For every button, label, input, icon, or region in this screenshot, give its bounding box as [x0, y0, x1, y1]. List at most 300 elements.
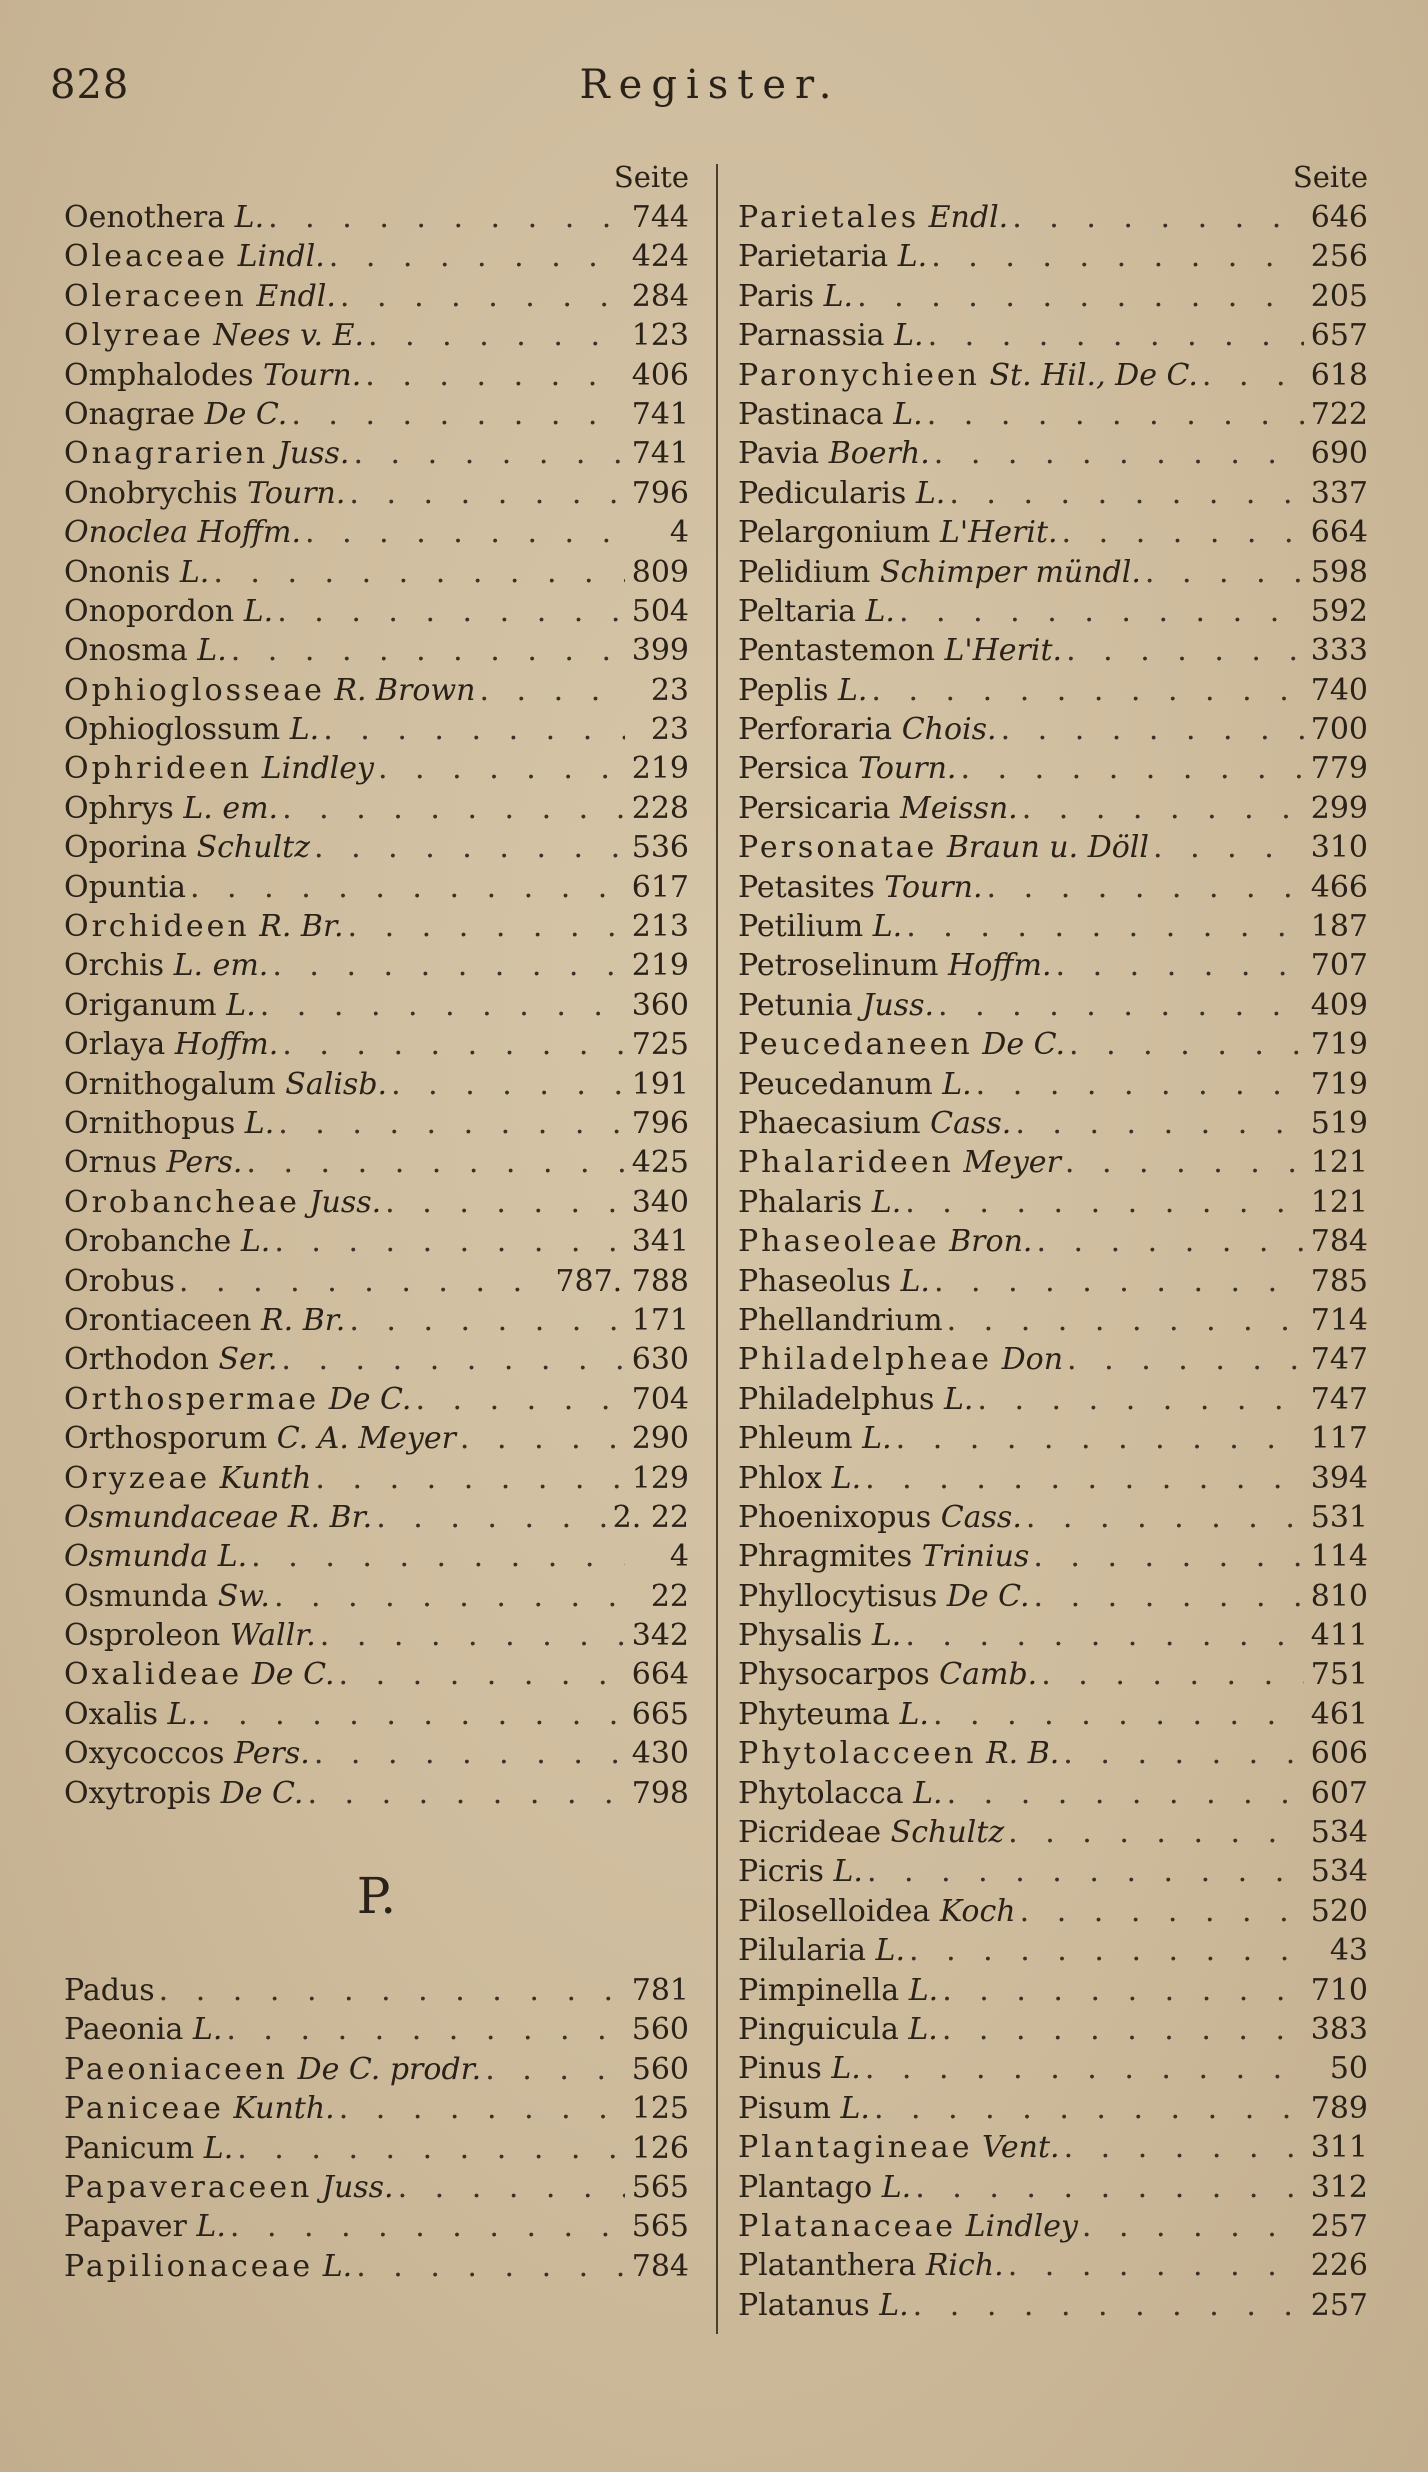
entry-name [738, 397, 923, 432]
entry-name [738, 594, 895, 629]
index-entry [738, 2130, 1368, 2169]
entry-term: Platanthera [738, 2248, 917, 2284]
leader-dots [339, 2091, 625, 2126]
entry-page: 747 [1310, 1381, 1368, 1417]
index-entry [64, 909, 689, 948]
entry-author: Kunth [219, 1460, 312, 1496]
leader-dots [905, 1618, 1304, 1653]
entry-author: L. [167, 1696, 197, 1732]
index-entry [64, 870, 689, 909]
index-entry [738, 279, 1368, 318]
entry-author: Boerh. [828, 436, 930, 472]
entry-name [738, 948, 1052, 983]
entry-term: Oleaceae [64, 239, 229, 275]
index-entry [738, 1657, 1368, 1696]
leader-dots [931, 239, 1304, 274]
index-entry [64, 1106, 689, 1145]
entry-page: 341 [631, 1224, 689, 1260]
entry-term: Onobrychis [64, 475, 238, 511]
entry-page: 219 [631, 948, 689, 984]
leader-dots [1036, 1224, 1304, 1259]
entry-page: 257 [1310, 2208, 1368, 2244]
index-entry [738, 200, 1368, 239]
leader-dots [909, 1933, 1304, 1968]
index-entry [738, 1579, 1368, 1618]
index-entry [64, 1342, 689, 1381]
entry-name [738, 2012, 938, 2047]
entry-term: Phaseoleae [738, 1224, 940, 1260]
entry-author: L. [240, 1224, 271, 1260]
entry-page: 43 [1329, 1933, 1368, 1969]
entry-page: 779 [1310, 751, 1368, 787]
entry-name [738, 515, 1058, 550]
entry-author: Schimper mündl. [879, 554, 1141, 590]
entry-name [738, 1145, 1061, 1180]
entry-author: L. [203, 2130, 234, 2166]
leader-dots [987, 870, 1304, 905]
entry-term: Persica [738, 751, 849, 787]
entry-name [64, 358, 361, 393]
entry-author: Hoffm. [174, 1027, 279, 1063]
entry-author: Lindley [261, 751, 374, 787]
entry-author: L. em. [183, 790, 279, 826]
entry-author: L. [942, 1066, 972, 1102]
entry-page: 360 [631, 987, 689, 1023]
entry-term: Onosma [64, 633, 188, 669]
entry-page: 2. 22 [612, 1499, 689, 1535]
entry-name [738, 1736, 1059, 1771]
entry-term: Papaver [64, 2209, 187, 2245]
leader-dots [268, 200, 625, 235]
entry-author: L. [879, 2287, 909, 2323]
entry-term: Picrideae [738, 1815, 882, 1851]
leader-dots [913, 2288, 1304, 2323]
entry-page: 257 [1310, 2287, 1368, 2323]
entry-name [64, 1579, 270, 1614]
entry-name [738, 1224, 1032, 1259]
entry-name [738, 791, 1018, 826]
index-entry [64, 318, 689, 357]
entry-name [738, 2170, 911, 2205]
entry-page: 690 [1310, 436, 1368, 472]
index-entry [64, 2249, 689, 2288]
entry-page: 430 [631, 1736, 689, 1772]
entry-author: Kunth. [233, 2091, 335, 2127]
entry-term: Plantago [738, 2169, 873, 2205]
leader-dots [927, 397, 1304, 432]
entry-page: 299 [1310, 790, 1368, 826]
entry-name [64, 200, 264, 235]
entry-term: Padus [64, 1973, 155, 2009]
entry-term: Ophioglossum [64, 712, 281, 748]
entry-name [64, 2209, 226, 2244]
entry-author: Schultz [196, 830, 311, 866]
entry-term: Ononis [64, 554, 171, 590]
entry-author: R. Br. [259, 909, 344, 945]
entry-page: 284 [631, 278, 689, 314]
leader-dots [349, 1303, 625, 1338]
entry-term: Pinguicula [738, 2011, 899, 2047]
index-entry [64, 594, 689, 633]
leader-dots [378, 751, 625, 786]
entry-term: Paniceae [64, 2091, 224, 2127]
index-entry [738, 1264, 1368, 1303]
entry-page: 646 [1310, 200, 1368, 235]
entry-name [64, 2012, 222, 2047]
entry-term: Philadelpheae [738, 1342, 993, 1378]
leader-dots [274, 1224, 625, 1259]
entry-author: L. [899, 1696, 929, 1732]
entry-name [64, 555, 209, 590]
index-entry [64, 2091, 689, 2130]
entry-author: De C. [328, 1381, 412, 1417]
leader-dots [190, 870, 625, 905]
entry-name [738, 2051, 861, 2086]
entry-name [64, 239, 325, 274]
entry-page: 121 [1310, 1145, 1368, 1181]
index-entry [738, 1185, 1368, 1224]
entry-name [64, 988, 256, 1023]
entry-term: Petilium [738, 909, 864, 945]
entry-page: 342 [631, 1618, 689, 1654]
entry-term: Phellandrium [738, 1302, 943, 1338]
entry-term: Peltaria [738, 593, 856, 629]
entry-page: 409 [1310, 987, 1368, 1023]
index-entry [64, 476, 689, 515]
entry-name [64, 1461, 311, 1496]
index-entry [64, 1303, 689, 1342]
index-entry [738, 2170, 1368, 2209]
entry-term: Parietales [738, 200, 920, 235]
entry-name [64, 436, 349, 471]
leader-dots [415, 1382, 625, 1417]
entry-page: 340 [631, 1184, 689, 1220]
entry-term: Oenothera [64, 200, 226, 235]
leader-dots [1034, 1579, 1304, 1614]
entry-page: 796 [631, 475, 689, 511]
leader-dots [1012, 200, 1304, 235]
entry-author: Bron. [949, 1224, 1033, 1260]
entry-term: Osmunda L. [64, 1539, 248, 1575]
entry-author: L. [908, 1972, 939, 2008]
entry-author: L. [289, 712, 320, 748]
leader-dots [1033, 1539, 1304, 1574]
entry-author: De C. [220, 1775, 304, 1811]
leader-dots [314, 830, 625, 865]
index-entry [64, 988, 689, 1027]
leader-dots [1015, 1106, 1304, 1141]
entry-name [738, 279, 853, 314]
entry-page: 406 [631, 357, 689, 393]
entry-name [738, 1461, 861, 1496]
entry-term: Osmundaceae R. Br. [64, 1499, 373, 1535]
index-entry [738, 1539, 1368, 1578]
running-title: Register. [579, 62, 841, 108]
entry-name [738, 2130, 1060, 2165]
entry-author: L. [893, 396, 923, 432]
index-entry [738, 1736, 1368, 1775]
entry-name [64, 279, 336, 314]
entry-name [738, 1264, 930, 1299]
index-entry [64, 1973, 689, 2012]
entry-term: Petasites [738, 869, 875, 905]
entry-term: Orthospermae [64, 1381, 320, 1417]
leader-dots [237, 2131, 625, 2166]
index-entry [64, 948, 689, 987]
entry-page: 466 [1310, 869, 1368, 905]
index-entry [64, 1027, 689, 1066]
entry-page: 290 [631, 1421, 689, 1457]
entry-author: De C. [982, 1027, 1066, 1063]
entry-term: Ornithopus [64, 1105, 236, 1141]
leader-dots [365, 358, 625, 393]
entry-name [738, 751, 956, 786]
leader-dots [934, 1264, 1304, 1299]
entry-name [64, 1539, 247, 1574]
leader-dots [251, 1539, 625, 1574]
index-entry [738, 830, 1368, 869]
leader-dots [398, 2170, 625, 2205]
entry-author: De C. [251, 1657, 335, 1693]
index-entry [64, 1736, 689, 1775]
index-entry [738, 555, 1368, 594]
entry-author: Meissn. [899, 790, 1018, 826]
index-entry [64, 397, 689, 436]
entry-name [64, 909, 344, 944]
entry-author: R. B. [986, 1736, 1060, 1772]
index-entry [738, 1618, 1368, 1657]
entry-page: 23 [650, 712, 689, 748]
entry-term: Personatae [738, 830, 938, 866]
leader-dots [1062, 515, 1304, 550]
leader-dots [226, 2012, 625, 2047]
leader-dots [865, 2051, 1304, 2086]
entry-name [738, 1618, 901, 1653]
leader-dots [1067, 1342, 1304, 1377]
entry-term: Opuntia [64, 869, 186, 905]
entry-term: Phytolacca [738, 1775, 904, 1811]
entry-page: 787. 788 [555, 1263, 689, 1299]
entry-name [738, 1933, 905, 1968]
entry-name [64, 2091, 335, 2126]
leader-dots [934, 436, 1304, 471]
entry-name [738, 358, 1198, 393]
index-entry [64, 1539, 689, 1578]
leader-dots [1066, 633, 1304, 668]
entry-name [738, 200, 1008, 235]
entry-author: Wallr. [229, 1618, 316, 1654]
entry-term: Orthodon [64, 1342, 209, 1378]
index-entry [64, 1776, 689, 1815]
entry-term: Onagrae [64, 396, 195, 432]
entry-term: Pedicularis [738, 475, 907, 511]
entry-page: 740 [1310, 672, 1368, 708]
entry-author: L. [881, 2169, 912, 2205]
entry-term: Petunia [738, 987, 853, 1023]
entry-term: Phytolacceen [738, 1736, 977, 1772]
entry-term: Paeoniaceen [64, 2051, 288, 2087]
entry-page: 531 [1310, 1499, 1368, 1535]
entry-page: 311 [1310, 2130, 1368, 2166]
entry-name [64, 2170, 394, 2205]
entry-page: 411 [1310, 1618, 1368, 1654]
entry-name [738, 1539, 1029, 1574]
entry-name [738, 318, 924, 353]
entry-term: Oxytropis [64, 1775, 212, 1811]
leader-dots [906, 909, 1304, 944]
entry-page: 744 [631, 200, 689, 235]
entry-term: Oryzeae [64, 1460, 211, 1496]
entry-term: Paeonia [64, 2012, 184, 2048]
entry-page: 23 [650, 672, 689, 708]
entry-author: L. [862, 1421, 892, 1457]
entry-page: 534 [1310, 1854, 1368, 1890]
index-entry [738, 1303, 1368, 1342]
entry-author: L. [943, 1381, 974, 1417]
index-entry [738, 358, 1368, 397]
leader-dots [915, 2170, 1304, 2205]
entry-page: 560 [631, 2051, 689, 2087]
entry-name [64, 870, 186, 905]
entry-term: Parnassia [738, 318, 885, 354]
entry-name [738, 1973, 938, 2008]
index-entry [738, 1421, 1368, 1460]
entry-name [64, 948, 268, 983]
entry-page: 226 [1310, 2248, 1368, 2284]
leader-dots [339, 1657, 626, 1692]
entry-author: Don [1001, 1342, 1064, 1378]
entry-term: Piloselloidea [738, 1893, 931, 1929]
entry-term: Onopordon [64, 593, 235, 629]
entry-term: Pisum [738, 2090, 831, 2126]
entry-author: Chois. [901, 712, 997, 748]
leader-dots [1202, 358, 1304, 393]
entry-author: L'Herit. [944, 633, 1063, 669]
page-number: 828 [50, 62, 130, 108]
leader-dots [1063, 1736, 1304, 1771]
leader-dots [871, 673, 1304, 708]
entry-name [64, 2249, 352, 2284]
seite-label: Seite [613, 160, 689, 194]
entry-term: Phaseolus [738, 1263, 891, 1299]
leader-dots [282, 791, 625, 826]
page-header [50, 62, 1370, 122]
entry-name [738, 673, 867, 708]
entry-author: De C. [946, 1578, 1030, 1614]
index-entry [738, 2012, 1368, 2051]
entry-term: Olyreae [64, 318, 204, 354]
index-entry [64, 2170, 689, 2209]
entry-author: L. [192, 2012, 223, 2048]
leader-dots [1064, 2130, 1304, 2165]
entry-page: 219 [631, 751, 689, 787]
entry-name [64, 1421, 456, 1456]
leader-dots [159, 1973, 625, 2008]
entry-page: 560 [631, 2012, 689, 2048]
leader-dots [356, 2249, 625, 2284]
leader-dots [353, 436, 625, 471]
entry-name [64, 751, 374, 786]
entry-page: 461 [1310, 1696, 1368, 1732]
index-entry [738, 515, 1368, 554]
leader-dots [277, 594, 625, 629]
entry-name [738, 712, 997, 747]
entry-name [64, 712, 319, 747]
entry-name [738, 633, 1062, 668]
entry-term: Phoenixopus [738, 1499, 932, 1535]
index-entry [738, 318, 1368, 357]
entry-term: Phyteuma [738, 1696, 890, 1732]
entry-page: 618 [1310, 357, 1368, 393]
leader-dots [899, 594, 1304, 629]
index-entry [738, 1854, 1368, 1893]
entry-term: Phlox [738, 1460, 823, 1496]
leader-dots [976, 1067, 1304, 1102]
index-entry [64, 2012, 689, 2051]
entry-term: Onagrarien [64, 436, 269, 472]
entry-page: 704 [631, 1381, 689, 1417]
entry-author: Tourn. [858, 751, 957, 787]
entry-author: L. [226, 987, 256, 1023]
index-entry [738, 2091, 1368, 2130]
leader-dots [947, 1303, 1304, 1338]
entry-page: 171 [631, 1302, 689, 1338]
index-entry [64, 1461, 689, 1500]
entry-page: 784 [631, 2248, 689, 2284]
left-column [64, 160, 689, 2288]
entry-name [64, 1303, 345, 1338]
entry-name [64, 1697, 197, 1732]
leader-dots [246, 1145, 625, 1180]
index-entry [738, 1461, 1368, 1500]
entry-page: 424 [631, 239, 689, 275]
leader-dots [949, 476, 1304, 511]
entry-name [738, 1894, 1016, 1929]
entry-term: Platanus [738, 2287, 870, 2323]
index-entry [738, 1776, 1368, 1815]
index-entry [738, 1815, 1368, 1854]
entry-name [64, 673, 475, 708]
entry-name [64, 515, 301, 550]
entry-name [738, 1303, 943, 1338]
entry-author: Salisb. [285, 1066, 388, 1102]
entry-page: 256 [1310, 239, 1368, 275]
entry-term: Ornithogalum [64, 1066, 276, 1102]
entry-author: Tourn. [263, 357, 362, 393]
entry-term: Pilularia [738, 1933, 866, 1969]
entries-p-list [64, 1973, 689, 2288]
index-entry [64, 751, 689, 790]
entry-term: Oleraceen [64, 278, 247, 314]
entry-term: Phyllocytisus [738, 1578, 938, 1614]
index-entry [64, 239, 689, 278]
entry-name [64, 1185, 381, 1220]
index-entry [64, 200, 689, 239]
entry-term: Oxycoccos [64, 1736, 225, 1772]
leader-dots [391, 1067, 625, 1102]
entry-term: Petroselinum [738, 948, 939, 984]
leader-dots [1026, 1500, 1304, 1535]
entry-term: Oporina [64, 830, 188, 866]
leader-dots [213, 555, 625, 590]
index-entry [64, 830, 689, 869]
entry-name [738, 830, 1149, 865]
index-entry [64, 1067, 689, 1106]
entry-page: 751 [1310, 1657, 1368, 1693]
index-entry [738, 1145, 1368, 1184]
entry-name [64, 397, 287, 432]
entry-name [64, 1382, 411, 1417]
